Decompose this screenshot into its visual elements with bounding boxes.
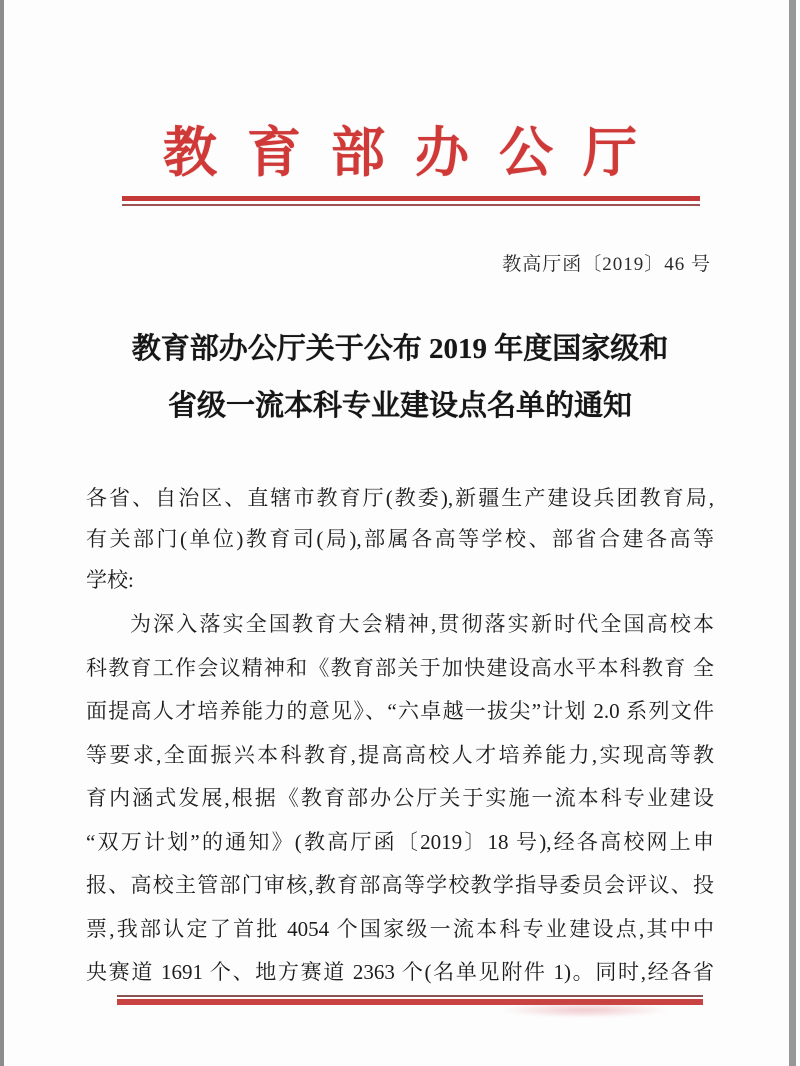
addressee-line: 学校:	[86, 568, 134, 592]
addressee-line: 各省、自治区、直辖市教育厅(教委),新疆生产建设兵团教育局,	[86, 486, 714, 510]
body-line: 票,我部认定了首批 4054 个国家级一流本科专业建设点,其中中	[86, 916, 714, 941]
notice-title-line-1: 教育部办公厅关于公布 2019 年度国家级和	[131, 333, 669, 365]
addressee-paragraph	[86, 478, 714, 601]
body-line: 为深入落实全国教育大会精神,贯彻落实新时代全国高校本	[130, 612, 714, 636]
letterhead-separator	[122, 196, 700, 206]
letterhead-title: 教育部办公厅	[163, 123, 667, 183]
body-line: 科教育工作会议精神和《教育部关于加快建设高水平本科教育 全	[86, 655, 714, 680]
body-line: 面提高人才培养能力的意见》、“六卓越一拔尖”计划 2.0 系列文件	[86, 699, 714, 723]
body-line: 央赛道 1691 个、地方赛道 2363 个(名单见附件 1)。同时,经各省	[86, 960, 715, 984]
body-line: 报、高校主管部门审核,教育部高等学校教学指导委员会评议、投	[86, 873, 714, 897]
body-paragraph	[86, 603, 714, 995]
notice-title	[86, 321, 714, 435]
body-line: 育内涵式发展,根据《教育部办公厅关于实施一流本科专业建设	[86, 786, 714, 810]
document-number: 教高厅函〔2019〕46 号	[502, 254, 711, 275]
notice-title-line-2: 省级一流本科专业建设点名单的通知	[167, 390, 632, 422]
scan-ink-smudge	[500, 1002, 670, 1018]
addressee-line: 有关部门(单位)教育司(局),部属各高等学校、部省合建各高等	[86, 527, 714, 551]
body-line: 等要求,全面振兴本科教育,提高高校人才培养能力,实现高等教	[86, 742, 714, 767]
letterhead-separator-thin-line	[122, 204, 700, 206]
body-line: “双万计划”的通知》(教高厅函〔2019〕18 号),经各高校网上申	[86, 829, 714, 854]
